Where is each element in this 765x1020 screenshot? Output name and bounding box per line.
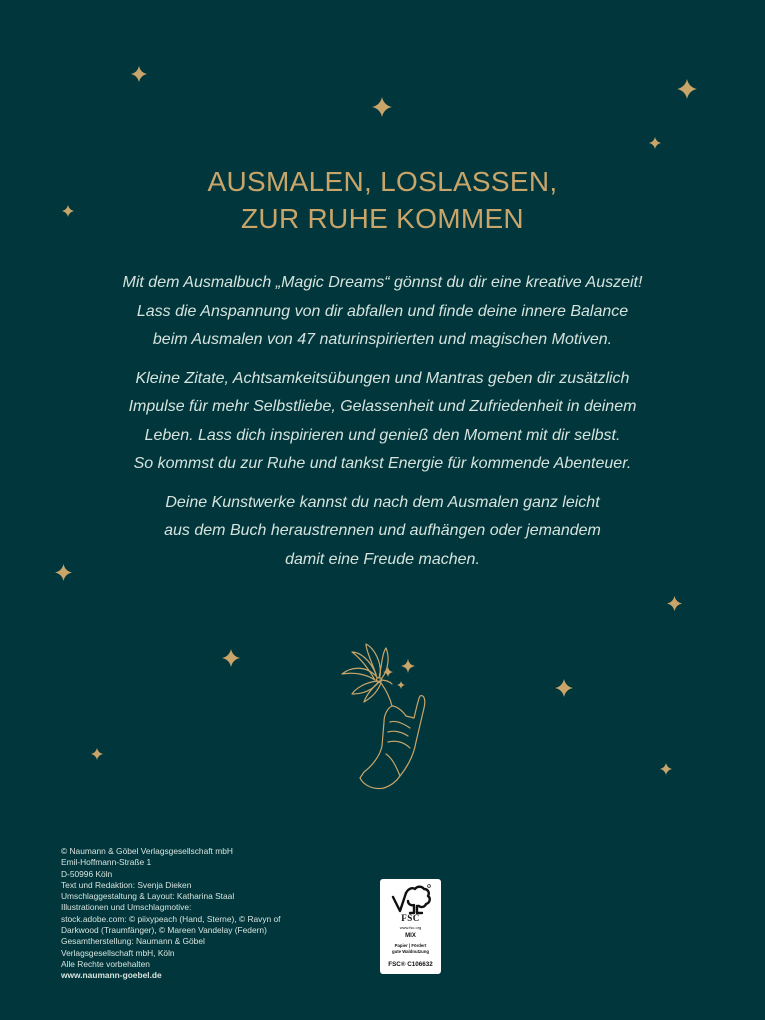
line: So kommst du zur Ruhe und tankst Energie für kommende Abenteuer. [133,455,632,472]
sparkle-star-icon [660,763,672,775]
imprint-line: © Naumann & Göbel Verlagsgesellschaft mbH [61,846,233,856]
hand-holding-flower-icon [330,638,440,794]
imprint-line: Alle Rechte vorbehalten [61,958,150,969]
title-line-2: ZUR RUHE KOMMEN [241,203,524,234]
imprint-line: Darkwood (Traumfänger), © Mareen Vandelay (Federn) [61,925,267,936]
sparkle-star-icon [667,596,682,611]
fsc-label [380,879,441,974]
imprint-line: Umschlaggestaltung & Layout: Katharina Staal [61,891,235,902]
fsc-claim-line-2: gute Waldnutzung [391,948,430,954]
line: Deine Kunstwerke kannst du nach dem Ausmalen ganz leicht [165,493,600,511]
page-title [0,163,765,237]
fsc-claim-line-1: Papier | Fördert [394,943,427,948]
sparkle-star-icon [222,649,240,667]
line: damit eine Freude machen. [285,550,480,568]
sparkle-star-icon [677,79,697,99]
fsc-claim [380,943,441,954]
imprint-line: Verlagsgesellschaft mbH, Köln [61,947,175,958]
line: Kleine Zitate, Achtsamkeitsübungen und Mantras geben dir zusätzlich [135,369,630,387]
fsc-url: www.fsc.org [399,925,422,930]
line: Impulse für mehr Selbstliebe, Gelassenheit und Zufriedenheit in deinem [128,398,637,415]
imprint-line: D-50996 Köln [61,868,113,879]
imprint-line: Emil-Hoffmann-Straße 1 [61,857,152,868]
sparkle-star-icon [649,137,661,149]
sparkle-star-icon [91,748,103,760]
paragraph-1 [0,269,765,355]
line: Mit dem Ausmalbuch „Magic Dreams“ gönnst du dir eine kreative Auszeit! [122,274,643,291]
imprint-line: Text und Redaktion: Svenja Dieken [61,879,192,890]
fsc-name: FSC [401,913,420,923]
line: Leben. Lass dich inspirieren und genieß den Moment mit dir selbst. [144,426,621,444]
paragraph-3 [0,489,765,575]
line: aus dem Buch heraustrennen und aufhängen oder jemandem [164,522,601,539]
sparkle-star-icon [372,97,392,117]
description-text [0,269,765,584]
sparkle-star-icon [131,66,147,82]
title-line-1: AUSMALEN, LOSLASSEN, [207,166,558,197]
imprint-line: stock.adobe.com: © piixypeach (Hand, Sterne), © Ravyn of [61,913,281,924]
line: Lass die Anspannung von dir abfallen und finde deine innere Balance [136,302,629,320]
sparkle-star-icon [555,679,573,697]
paragraph-2 [0,365,765,479]
imprint-line: Gesamtherstellung: Naumann & Göbel [61,936,205,947]
fsc-license-code: FSC® C106632 [388,961,433,968]
imprint-line: Illustrationen und Umschlagmotive: [61,902,192,913]
line: beim Ausmalen von 47 naturinspirierten und magischen Motiven. [152,331,613,348]
fsc-mix-label: MIX [405,933,416,939]
publisher-website-link[interactable]: www.naumann-goebel.de [61,970,162,981]
imprint [61,846,321,982]
